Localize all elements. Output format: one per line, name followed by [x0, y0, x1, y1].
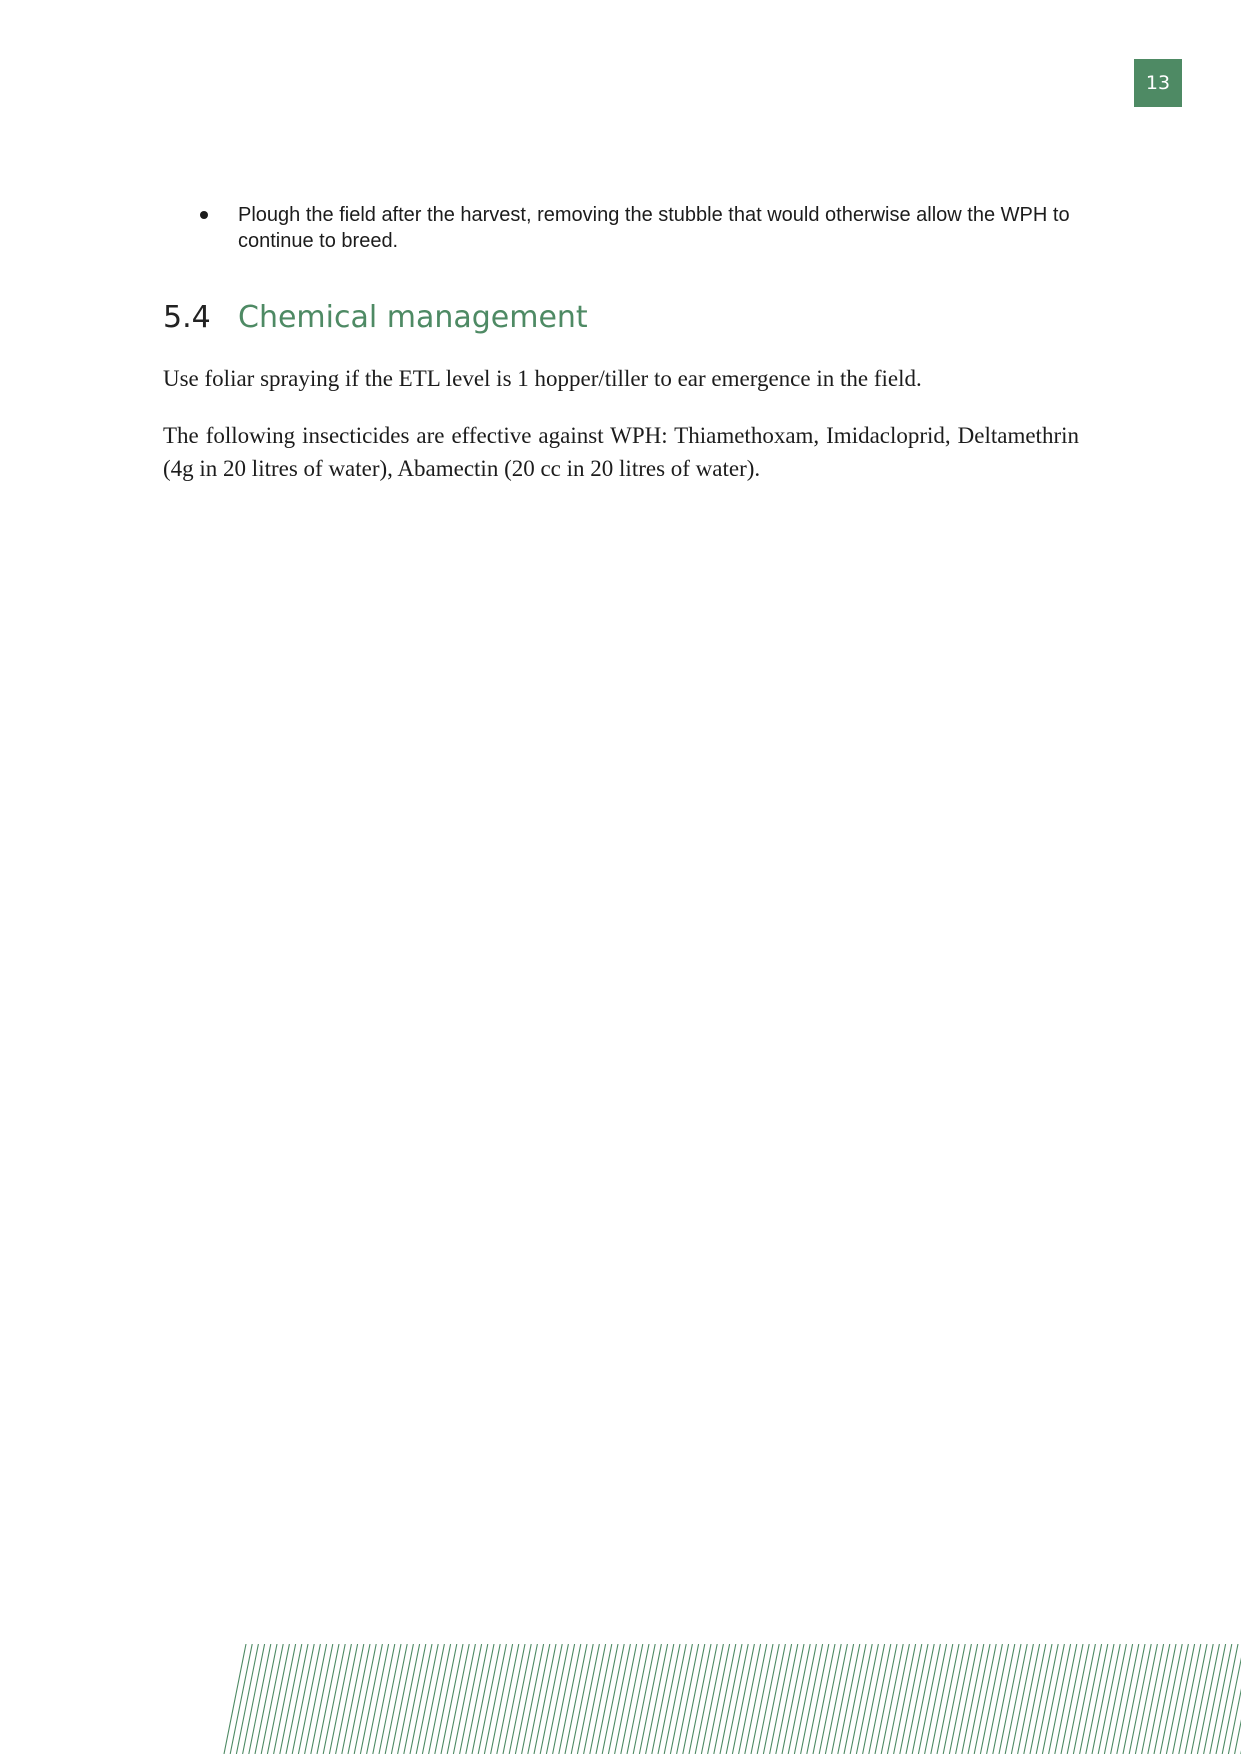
hatch-line — [441, 1644, 463, 1754]
hatch-line — [832, 1644, 854, 1754]
hatch-line — [224, 1644, 246, 1754]
hatch-line — [540, 1644, 562, 1754]
hatch-line — [1073, 1644, 1095, 1754]
hatch-line — [497, 1644, 519, 1754]
hatch-line — [590, 1644, 612, 1754]
hatch-line — [943, 1644, 965, 1754]
hatch-line — [1061, 1644, 1083, 1754]
hatch-line — [422, 1644, 444, 1754]
hatch-line — [484, 1644, 506, 1754]
hatch-line — [658, 1644, 680, 1754]
hatch-line — [683, 1644, 705, 1754]
hatch-line — [553, 1644, 575, 1754]
hatch-line — [894, 1644, 916, 1754]
hatch-line — [1117, 1644, 1139, 1754]
hatch-line — [739, 1644, 761, 1754]
hatch-line — [286, 1644, 308, 1754]
bullet-text: Plough the field after the harvest, removing the stubble that would otherwise allow the WPH to continue to breed. — [238, 204, 1070, 252]
hatch-line — [757, 1644, 779, 1754]
hatch-line — [664, 1644, 686, 1754]
hatch-line — [937, 1644, 959, 1754]
paragraph-foliar-spraying: Use foliar spraying if the ETL level is 1 hopper/tiller to ear emergence in the field. — [163, 366, 922, 391]
hatch-line — [726, 1644, 748, 1754]
hatch-line — [714, 1644, 736, 1754]
hatch-line — [962, 1644, 984, 1754]
hatch-line — [534, 1644, 556, 1754]
hatch-line — [999, 1644, 1021, 1754]
hatch-line — [336, 1644, 358, 1754]
page-number: 13 — [1145, 72, 1171, 94]
hatch-line — [311, 1644, 333, 1754]
hatch-line — [956, 1644, 978, 1754]
hatch-line — [460, 1644, 482, 1754]
hatch-line — [751, 1644, 773, 1754]
hatch-line — [323, 1644, 345, 1754]
hatch-line — [329, 1644, 351, 1754]
hatch-line — [844, 1644, 866, 1754]
hatch-line — [515, 1644, 537, 1754]
hatch-line — [677, 1644, 699, 1754]
hatch-line — [925, 1644, 947, 1754]
hatch-line — [1030, 1644, 1052, 1754]
hatch-line — [1166, 1644, 1188, 1754]
hatch-line — [565, 1644, 587, 1754]
hatch-line — [261, 1644, 283, 1754]
hatch-line — [776, 1644, 798, 1754]
hatch-line — [825, 1644, 847, 1754]
hatch-line — [1191, 1644, 1213, 1754]
hatch-line — [708, 1644, 730, 1754]
hatch-line — [1067, 1644, 1089, 1754]
hatch-line — [596, 1644, 618, 1754]
hatch-line — [633, 1644, 655, 1754]
hatch-line — [1179, 1644, 1201, 1754]
hatch-line — [379, 1644, 401, 1754]
hatch-line — [819, 1644, 841, 1754]
hatch-line — [652, 1644, 674, 1754]
hatch-line — [1005, 1644, 1027, 1754]
hatch-line — [447, 1644, 469, 1754]
hatch-line — [906, 1644, 928, 1754]
hatch-line — [249, 1644, 271, 1754]
hatch-line — [255, 1644, 277, 1754]
hatch-line — [1086, 1644, 1108, 1754]
hatch-line — [801, 1644, 823, 1754]
hatch-line — [398, 1644, 420, 1754]
hatch-line — [838, 1644, 860, 1754]
hatch-line — [1173, 1644, 1195, 1754]
hatch-line — [621, 1644, 643, 1754]
hatch-line — [1036, 1644, 1058, 1754]
hatch-line — [577, 1644, 599, 1754]
hatch-line — [931, 1644, 953, 1754]
hatch-line — [280, 1644, 302, 1754]
hatch-line — [900, 1644, 922, 1754]
hatch-line — [807, 1644, 829, 1754]
paragraph-insecticides: The following insecticides are effective against WPH: Thiamethoxam, Imidacloprid, Deltamethrin (4g in 20 litres of water), Abamectin (20 cc in 20 litres of water). — [163, 423, 1079, 481]
hatch-line — [274, 1644, 296, 1754]
hatch-line — [869, 1644, 891, 1754]
hatch-line — [1042, 1644, 1064, 1754]
hatch-line — [1216, 1644, 1238, 1754]
page-number-badge — [1134, 59, 1182, 107]
hatch-line — [410, 1644, 432, 1754]
hatch-line — [1235, 1644, 1241, 1754]
hatch-line — [292, 1644, 314, 1754]
hatch-line — [559, 1644, 581, 1754]
hatch-line — [1197, 1644, 1219, 1754]
hatch-line — [360, 1644, 382, 1754]
hatch-line — [608, 1644, 630, 1754]
hatch-line — [342, 1644, 364, 1754]
hatch-line — [385, 1644, 407, 1754]
hatch-line — [639, 1644, 661, 1754]
bullet-dot-icon — [200, 211, 208, 219]
hatch-line — [788, 1644, 810, 1754]
hatch-line — [243, 1644, 265, 1754]
hatch-line — [373, 1644, 395, 1754]
hatch-line — [348, 1644, 370, 1754]
hatch-line — [298, 1644, 320, 1754]
hatch-line — [267, 1644, 289, 1754]
hatch-line — [1111, 1644, 1133, 1754]
hatch-line — [317, 1644, 339, 1754]
hatch-line — [1204, 1644, 1226, 1754]
hatch-line — [509, 1644, 531, 1754]
hatch-line — [813, 1644, 835, 1754]
hatch-line — [546, 1644, 568, 1754]
hatch-line — [1024, 1644, 1046, 1754]
hatch-line — [850, 1644, 872, 1754]
hatch-line — [1154, 1644, 1176, 1754]
hatch-line — [856, 1644, 878, 1754]
hatch-line — [794, 1644, 816, 1754]
hatch-line — [571, 1644, 593, 1754]
hatch-line — [435, 1644, 457, 1754]
section-title: Chemical management — [238, 300, 588, 335]
hatch-line — [367, 1644, 389, 1754]
hatch-line — [627, 1644, 649, 1754]
hatch-line — [1018, 1644, 1040, 1754]
hatch-line — [949, 1644, 971, 1754]
hatch-line — [968, 1644, 990, 1754]
diagonal-hatch-decoration — [0, 1644, 1241, 1754]
hatch-line — [1092, 1644, 1114, 1754]
hatch-line — [1011, 1644, 1033, 1754]
hatch-line — [1104, 1644, 1126, 1754]
hatch-line — [863, 1644, 885, 1754]
section-number: 5.4 — [163, 300, 211, 335]
hatch-line — [528, 1644, 550, 1754]
bullet-item — [163, 202, 1083, 254]
hatch-line — [491, 1644, 513, 1754]
hatch-line — [1210, 1644, 1232, 1754]
hatch-line — [1148, 1644, 1170, 1754]
hatch-line — [615, 1644, 637, 1754]
hatch-line — [354, 1644, 376, 1754]
hatch-line — [1080, 1644, 1102, 1754]
hatch-line — [987, 1644, 1009, 1754]
hatch-line — [1185, 1644, 1207, 1754]
hatch-line — [689, 1644, 711, 1754]
section-heading — [163, 296, 1083, 340]
hatch-line — [584, 1644, 606, 1754]
hatch-line — [1123, 1644, 1145, 1754]
hatch-line — [472, 1644, 494, 1754]
hatch-line — [720, 1644, 742, 1754]
hatch-line — [646, 1644, 668, 1754]
hatch-line — [1049, 1644, 1071, 1754]
hatch-line — [602, 1644, 624, 1754]
hatch-line — [478, 1644, 500, 1754]
hatch-line — [701, 1644, 723, 1754]
hatch-line — [974, 1644, 996, 1754]
hatch-line — [1098, 1644, 1120, 1754]
hatch-line — [1160, 1644, 1182, 1754]
hatch-line — [503, 1644, 525, 1754]
hatch-line — [391, 1644, 413, 1754]
hatch-line — [466, 1644, 488, 1754]
hatch-line — [887, 1644, 909, 1754]
hatch-line — [416, 1644, 438, 1754]
bullet-list — [163, 202, 1083, 254]
hatch-line — [695, 1644, 717, 1754]
hatch-line — [745, 1644, 767, 1754]
hatch-lines — [224, 1644, 1241, 1754]
hatch-line — [1135, 1644, 1157, 1754]
hatch-line — [236, 1644, 258, 1754]
hatch-line — [522, 1644, 544, 1754]
hatch-line — [881, 1644, 903, 1754]
hatch-line — [782, 1644, 804, 1754]
hatch-line — [305, 1644, 327, 1754]
hatch-line — [1129, 1644, 1151, 1754]
hatch-line — [670, 1644, 692, 1754]
hatch-line — [763, 1644, 785, 1754]
hatch-line — [230, 1644, 252, 1754]
hatch-line — [875, 1644, 897, 1754]
hatch-line — [404, 1644, 426, 1754]
hatch-line — [980, 1644, 1002, 1754]
hatch-line — [912, 1644, 934, 1754]
hatch-line — [429, 1644, 451, 1754]
hatch-line — [993, 1644, 1015, 1754]
hatch-line — [918, 1644, 940, 1754]
hatch-line — [770, 1644, 792, 1754]
hatch-line — [1142, 1644, 1164, 1754]
hatch-line — [453, 1644, 475, 1754]
hatch-line — [1055, 1644, 1077, 1754]
hatch-line — [732, 1644, 754, 1754]
